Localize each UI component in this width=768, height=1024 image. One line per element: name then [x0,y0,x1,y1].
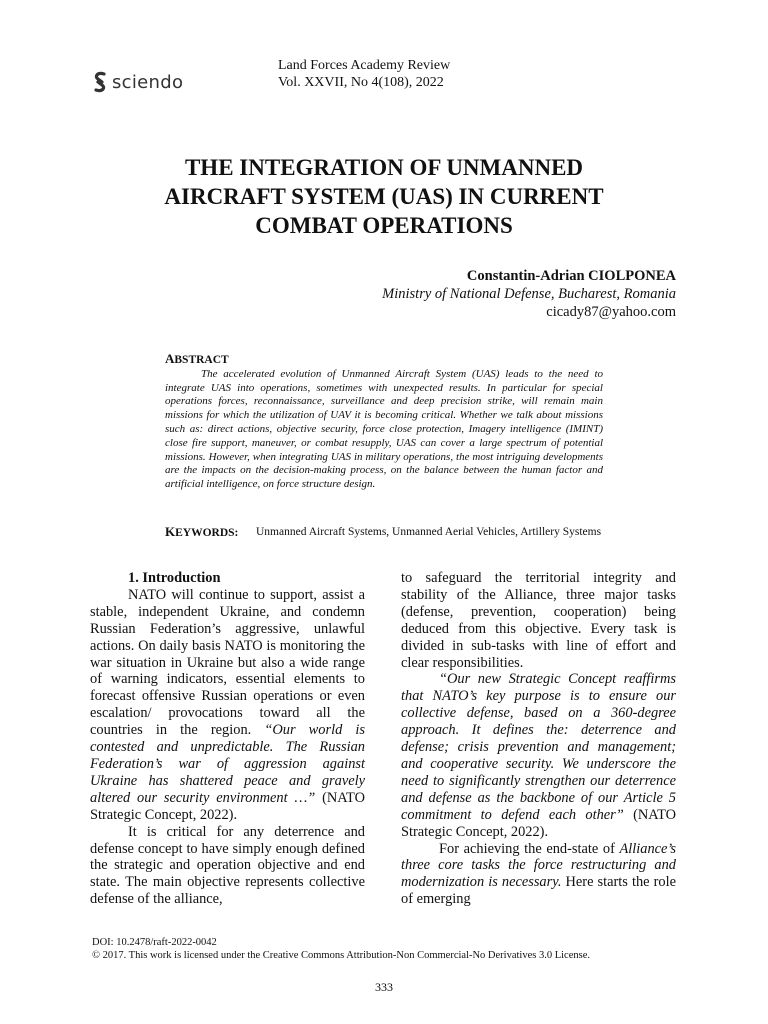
body-paragraph: For achieving the end-state of Alliance’s three core tasks the force restructuring and modernization is necessary. Here starts the role of emerging [401,840,676,908]
keywords-section [165,525,603,540]
abstract-heading: ABSTRACT [165,351,229,366]
doi: DOI: 10.2478/raft-2022-0042 [92,937,217,948]
footer [92,936,590,962]
publisher-name: sciendo [112,71,184,93]
body-paragraph: It is critical for any deterrence and defense concept to have simply enough defined the strategic and operation objective and end state. The main objective represents collective defense of the alliance, [90,823,365,908]
abstract-text: The accelerated evolution of Unmanned Aircraft System (UAS) leads to the need to integrate UAS into operations, sometimes with unexpected results. In particular for special operations forces, reconnaissance, surveillance and deep precision strike, will remain main missions for which the utilization of UAV it is becoming critical. Whether we talk about missions such as: direct actions, objective security, force close protection, Imagery intelligence (IMINT) close fire support, maneuver, or combat resupply, UAS can cover a large spectrum of potential missions. However, when integrating UAS in military operations, the most intriguing developments are the impacts on the decision-making process, on the balance between the human factor and artificial intelligence, on force structure design. [165,367,603,491]
body-paragraph [401,671,676,840]
body-left-column [90,570,365,908]
journal-name: Land Forces Academy Review [278,58,451,73]
publisher-logo [92,71,183,93]
citation: (NATO Strategic Concept, 2022). [401,806,676,840]
keywords-text: Unmanned Aircraft Systems, Unmanned Aerial Vehicles, Artillery Systems [256,526,602,538]
body-paragraph: NATO will continue to support, assist a stable, independent Ukraine, and condemn Russian Federation’s aggressive, unlawful actions. On daily basis NATO is monitoring the war situation in Ukraine but also a wide range of warning indicators, essential elements to forecast offensive Russian operations or even escalation/ provocations toward all the countries in the region. “Our world is contested and unpredictable. The Russian Federation’s war of aggression against Ukraine has shattered peace and gravely altered our security environment …” (NATO Strategic Concept, 2022). [90,586,365,823]
quote-text: “Our new Strategic Concept reaffirms that NATO’s key purpose is to ensure our collective defense, based on a 360-degree approach. It defines the: deterrence and defense; crisis prevention and management; and cooperative security. We underscore the need to significantly strengthen our deterrence and defense as the backbone of our Article 5 commitment to defend each other” [401,671,676,823]
quote-text: “Our world is contested and unpredictable. The Russian Federation’s war of aggression against Ukraine has shattered peace and gravely altered our security environment …” [90,722,365,806]
citation: (NATO Strategic Concept, 2022). [90,789,365,823]
journal-volume: Vol. XXVII, No 4(108), 2022 [278,75,444,90]
page-number: 333 [375,980,393,994]
paper-title [100,153,668,240]
title-line-3: COMBAT OPERATIONS [255,213,513,238]
abstract-section [165,352,603,492]
author-email: cicady87@yahoo.com [546,304,676,320]
sciendo-logo-icon [92,71,108,93]
author-affiliation: Ministry of National Defense, Bucharest, Romania [382,286,676,302]
journal-info [278,57,450,91]
author-block [382,267,676,321]
body-right-column [401,570,676,908]
keywords-label: KEYWORDS: [165,524,239,539]
license-text: © 2017. This work is licensed under the Creative Commons Attribution-Non Commercial-No Derivatives 3.0 License. [92,950,590,961]
author-name: Constantin-Adrian CIOLPONEA [466,268,676,284]
title-line-2: AIRCRAFT SYSTEM (UAS) IN CURRENT [164,184,604,209]
title-line-1: THE INTEGRATION OF UNMANNED [184,155,584,180]
body-paragraph: to safeguard the territorial integrity and stability of the Alliance, three major tasks (defense, prevention, cooperation) being deduced from this objective. Every task is divided in sub-tasks with line of effort and clear responsibilities. [401,570,676,671]
section-title: 1. Introduction [128,570,221,586]
